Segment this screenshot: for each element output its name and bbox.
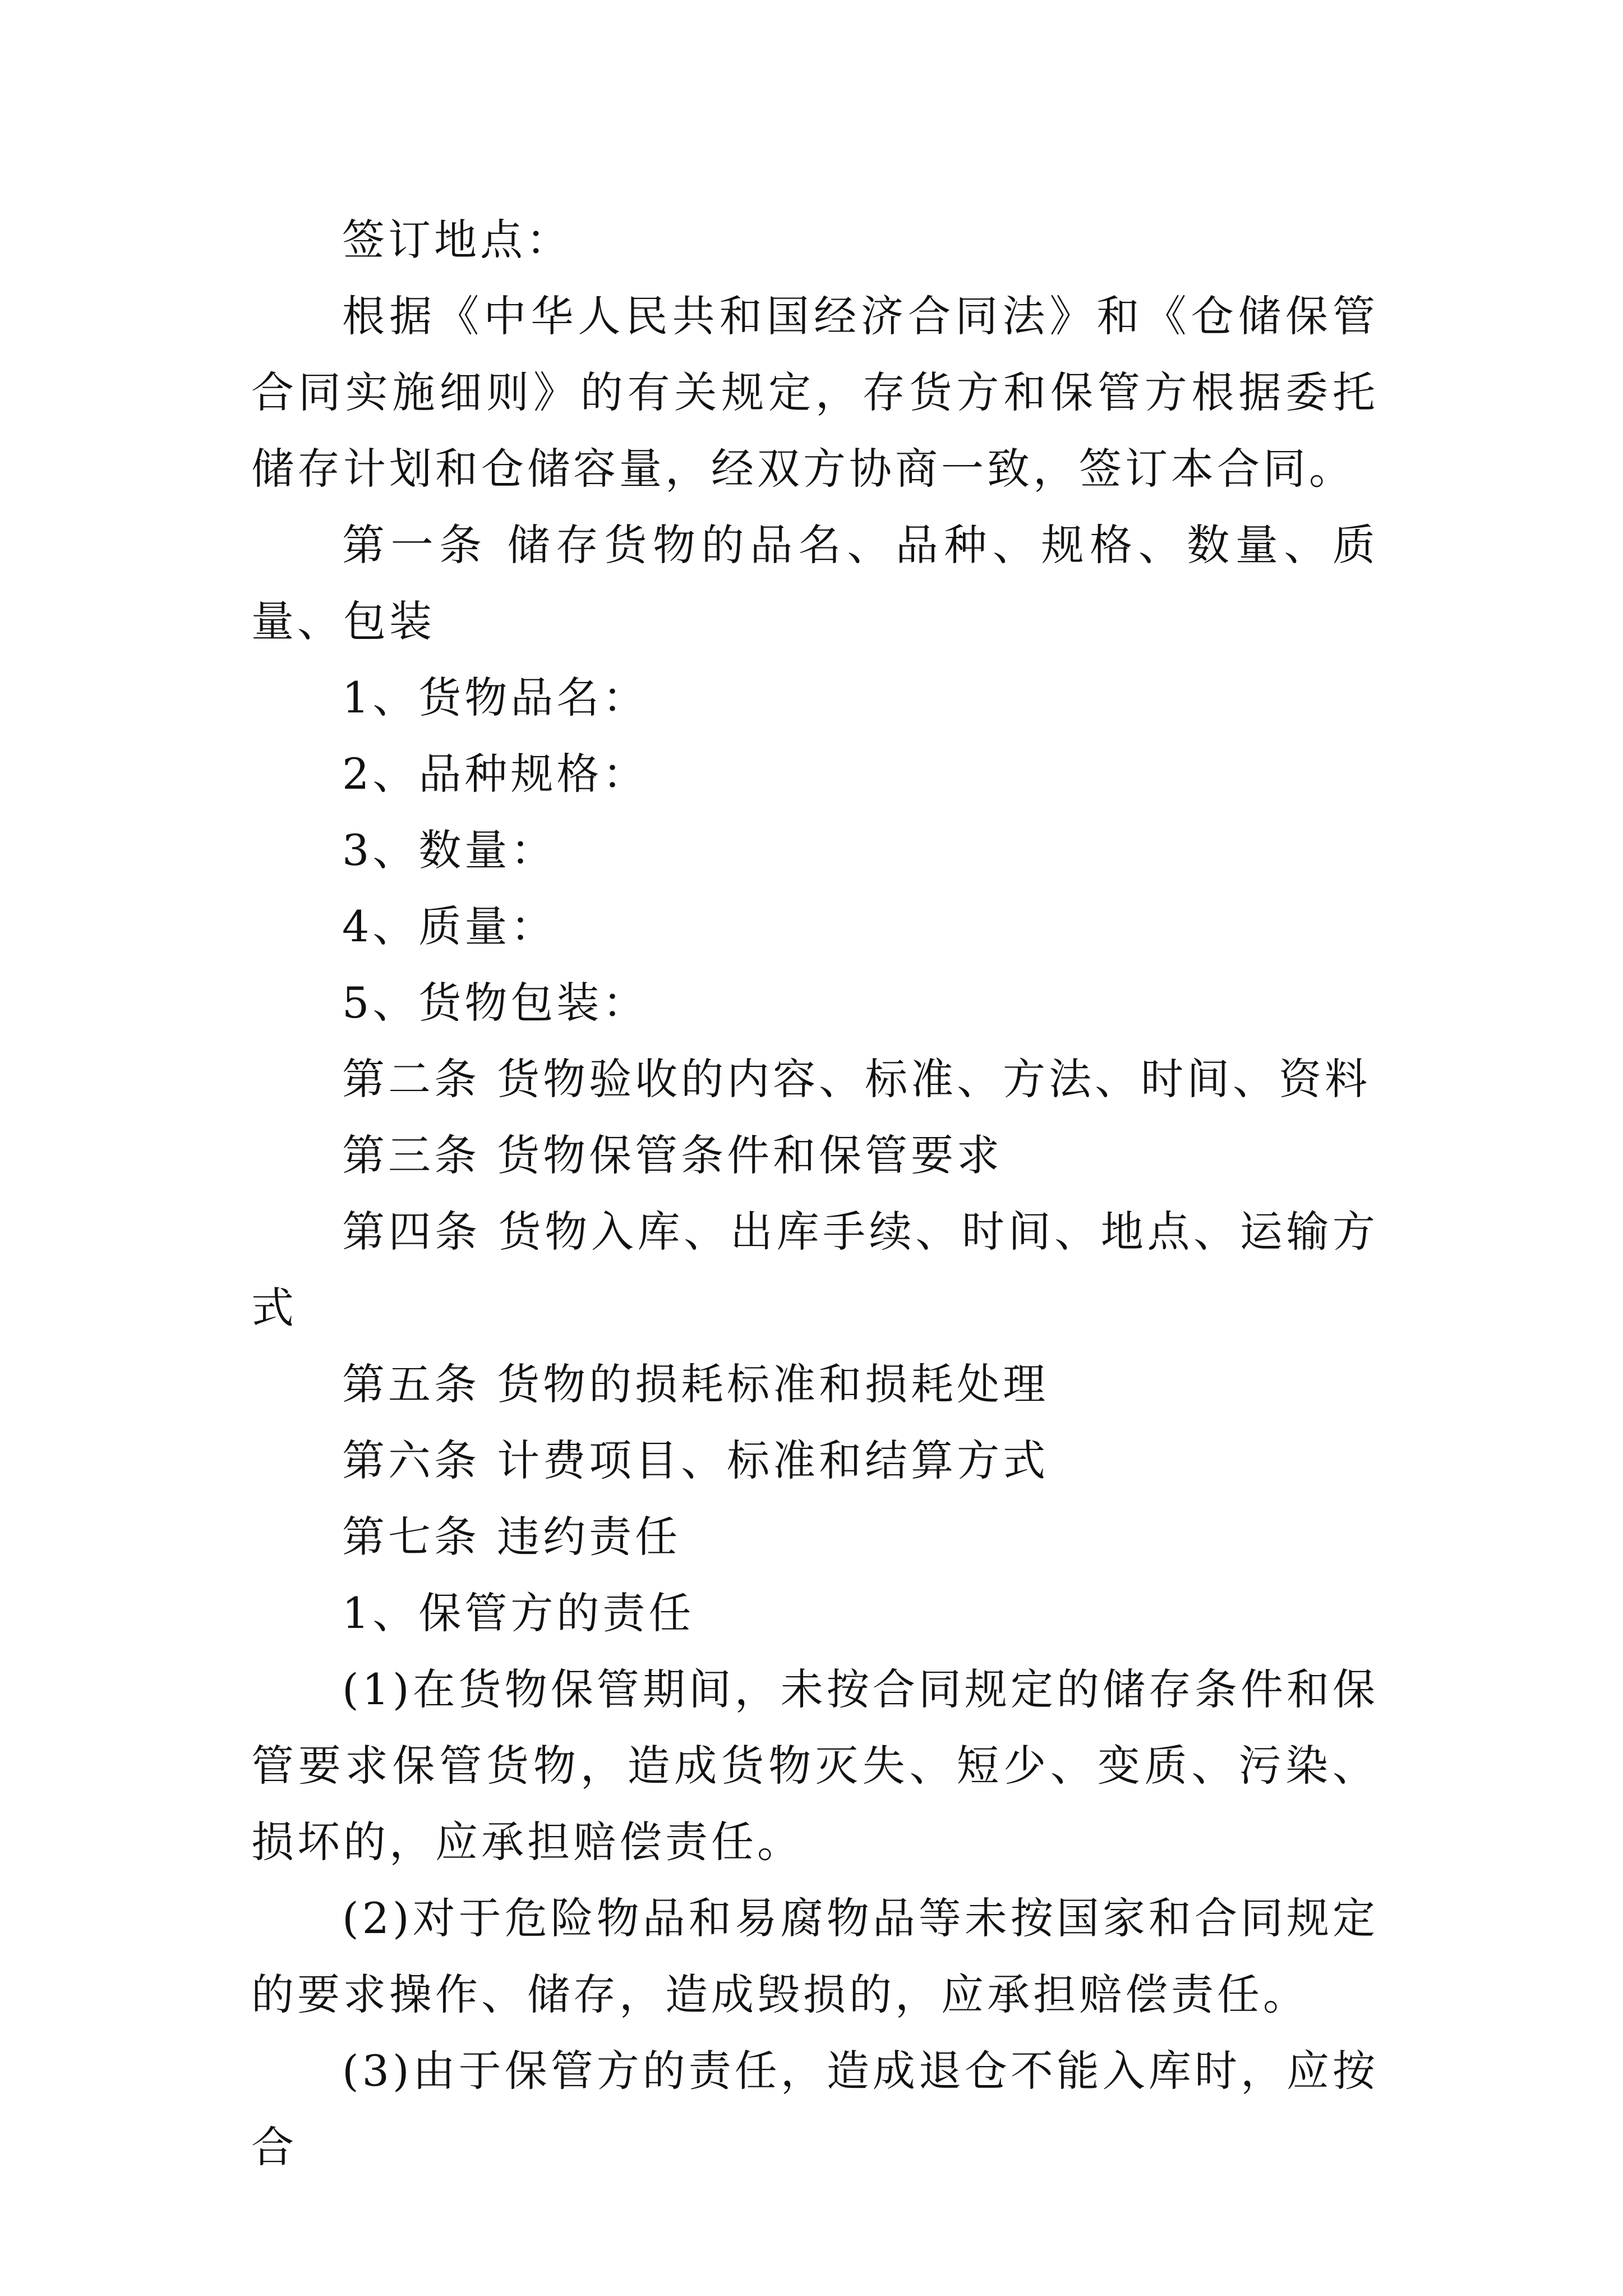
- article-3-heading: 第三条 货物保管条件和保管要求: [342, 1130, 1003, 1180]
- article-7-item-1: 1、保管方的责任: [342, 1588, 695, 1638]
- article-1-item-5: 5、货物包装：: [342, 978, 649, 1028]
- document-body: [251, 202, 1378, 2185]
- article-7-clause-2: (2)对于危险物品和易腐物品等未按国家和合同规定的要求操作、储存，造成毁损的，应承担赔偿责任。: [251, 1893, 1378, 2019]
- article-1-item-1: 1、货物品名：: [342, 673, 649, 723]
- article-1-item-3: 3、数量：: [342, 825, 557, 875]
- article-7-clause-3: (3)由于保管方的责任，造成退仓不能入库时，应按合: [251, 2046, 1378, 2172]
- article-4-heading: 第四条 货物入库、出库手续、时间、地点、运输方式: [251, 1207, 1378, 1333]
- article-2-heading: 第二条 货物验收的内容、标准、方法、时间、资料: [342, 1054, 1371, 1104]
- article-1-heading: 第一条 储存货物的品名、品种、规格、数量、质量、包装: [251, 520, 1378, 646]
- preamble-paragraph: 根据《中华人民共和国经济合同法》和《仓储保管合同实施细则》的有关规定，存货方和保管方根据委托储存计划和仓储容量，经双方协商一致，签订本合同。: [251, 291, 1378, 494]
- signing-location-line: 签订地点：: [342, 215, 572, 265]
- article-7-heading: 第七条 违约责任: [342, 1512, 681, 1562]
- article-1-item-4: 4、质量：: [342, 901, 557, 951]
- article-7-clause-1: (1)在货物保管期间，未按合同规定的储存条件和保管要求保管货物，造成货物灭失、短少、变质、污染、损坏的，应承担赔偿责任。: [251, 1664, 1378, 1867]
- article-5-heading: 第五条 货物的损耗标准和损耗处理: [342, 1359, 1049, 1409]
- article-6-heading: 第六条 计费项目、标准和结算方式: [342, 1435, 1049, 1485]
- article-1-item-2: 2、品种规格：: [342, 749, 649, 799]
